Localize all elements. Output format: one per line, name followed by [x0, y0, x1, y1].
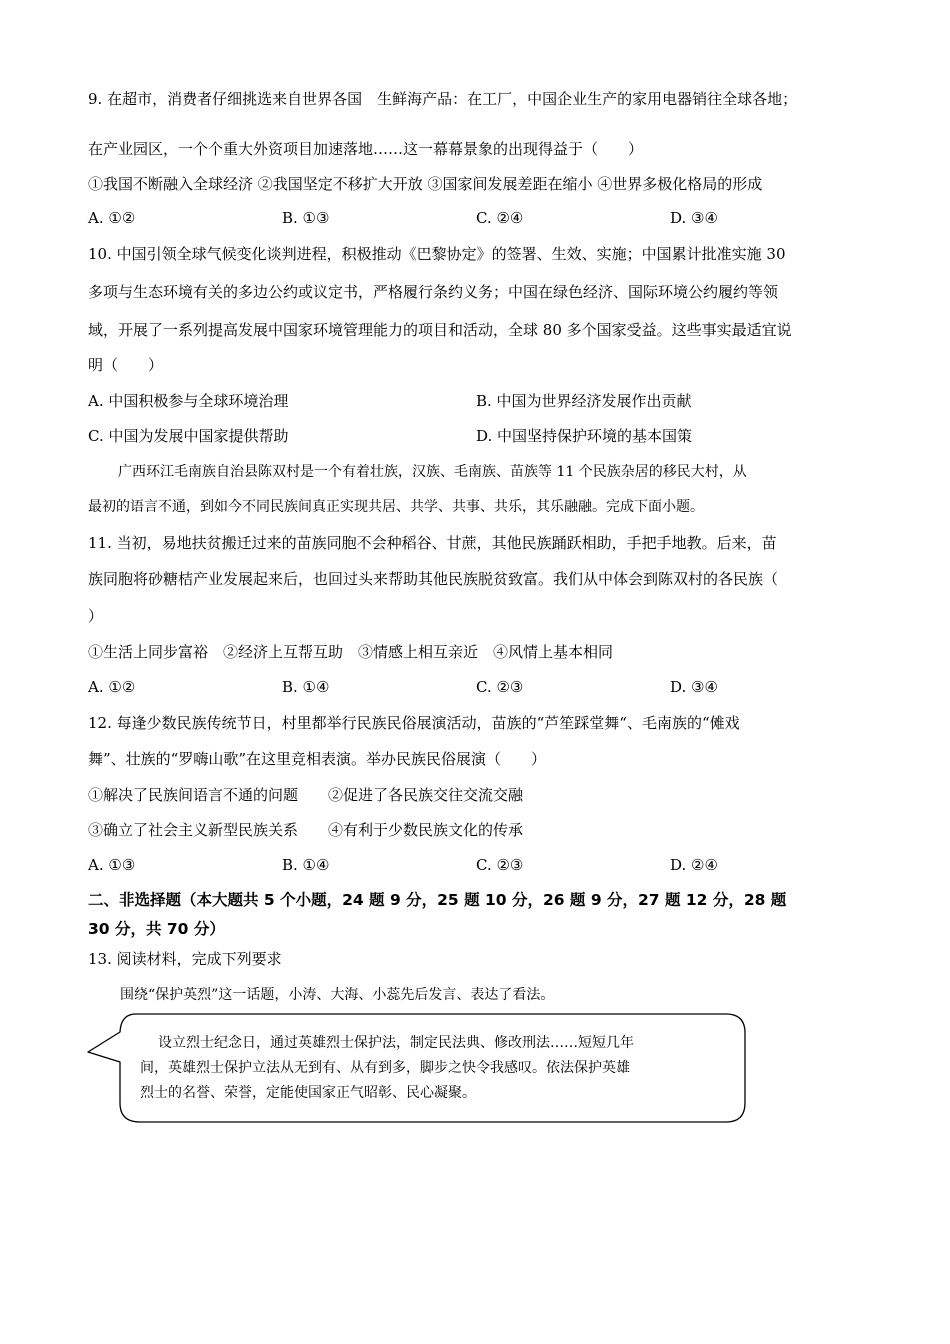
- bubble-text-line-1: 设立烈士纪念日，通过英雄烈士保护法，制定民法典、修改刑法……短短几年: [158, 1035, 634, 1051]
- q11-option-a: A. ①②: [88, 678, 136, 696]
- q12-stem-line-1: 12. 每逢少数民族传统节日，村里都举行民族民俗展演活动，苗族的“芦笙踩堂舞“、毛南族的“傩戏: [88, 714, 740, 732]
- q9-option-d: D. ③④: [670, 209, 718, 227]
- q13-intro: 围绕“保护英烈”这一话题，小涛、大海、小蕊先后发言、表达了看法。: [120, 987, 555, 1003]
- q12-option-c: C. ②③: [476, 856, 524, 874]
- material-intro-line-2: 最初的语言不通，到如今不同民族间真正实现共居、共学、共事、共乐，其乐融融。完成下面小题。: [88, 499, 704, 515]
- q12-statements-2: ③确立了社会主义新型民族关系 ④有利于少数民族文化的传承: [88, 821, 524, 839]
- q12-stem-line-2: 舞”、壮族的“罗嗨山歌”在这里竞相表演。举办民族民俗展演（ ）: [88, 750, 547, 768]
- q10-stem-line-3: 域，开展了一系列提高发展中国家环境管理能力的项目和活动，全球 80 多个国家受益。这些事实最适宜说: [88, 321, 792, 339]
- bubble-text-line-3: 烈士的名誉、荣誉，定能使国家正气昭彰、民心凝聚。: [140, 1085, 476, 1101]
- section-heading-line-2: 30 分，共 70 分）: [88, 920, 225, 938]
- q9-stem-line-2: 在产业园区，一个个重大外资项目加速落地……这一幕幕景象的出现得益于（ ）: [88, 140, 644, 158]
- q12-option-b: B. ①④: [282, 856, 330, 874]
- q10-stem-line-1: 10. 中国引领全球气候变化谈判进程，积极推动《巴黎协定》的签署、生效、实施；中国累计批准实施 30: [88, 245, 786, 263]
- q9-option-c: C. ②④: [476, 209, 524, 227]
- q9-option-b: B. ①③: [282, 209, 330, 227]
- q12-option-d: D. ②④: [670, 856, 718, 874]
- q11-stem-line-3: ）: [88, 607, 104, 625]
- q12-statements-1: ①解决了民族间语言不通的问题 ②促进了各民族交往交流交融: [88, 786, 524, 804]
- q11-option-d: D. ③④: [670, 678, 718, 696]
- material-intro-line-1: 广西环江毛南族自治县陈双村是一个有着壮族，汉族、毛南族、苗族等 11 个民族杂居的移民大村，从: [118, 464, 747, 480]
- q9-option-a: A. ①②: [88, 209, 136, 227]
- q10-option-b: B. 中国为世界经济发展作出贡献: [476, 392, 692, 410]
- bubble-text-line-2: 间，英雄烈士保护立法从无到有、从有到多，脚步之快令我感叹。依法保护英雄: [140, 1060, 630, 1076]
- q10-option-a: A. 中国积极参与全球环境治理: [88, 392, 289, 410]
- q10-stem-line-4: 明（ ）: [88, 356, 164, 374]
- q12-option-a: A. ①③: [88, 856, 136, 874]
- q10-option-d: D. 中国坚持保护环境的基本国策: [476, 427, 693, 445]
- q13-title: 13. 阅读材料，完成下列要求: [88, 950, 282, 968]
- section-heading-line-1: 二、非选择题（本大题共 5 个小题，24 题 9 分，25 题 10 分，26 题 9 分，27 题 12 分，28 题: [88, 891, 787, 909]
- q11-option-b: B. ①④: [282, 678, 330, 696]
- q10-stem-line-2: 多项与生态环境有关的多边公约或议定书，严格履行条约义务；中国在绿色经济、国际环境公约履约等领: [88, 283, 779, 301]
- q11-stem-line-2: 族同胞将砂糖桔产业发展起来后，也回过头来帮助其他民族脱贫致富。我们从中体会到陈双村的各民族（: [88, 570, 779, 588]
- q11-statements: ①生活上同步富裕 ②经济上互帮互助 ③情感上相互亲近 ④风情上基本相同: [88, 643, 614, 661]
- q11-stem-line-1: 11. 当初，易地扶贫搬迁过来的苗族同胞不会种稻谷、甘蔗，其他民族踊跃相助，手把手地教。后来，苗: [88, 534, 777, 552]
- q11-option-c: C. ②③: [476, 678, 524, 696]
- q10-option-c: C. 中国为发展中国家提供帮助: [88, 427, 289, 445]
- q9-statements: ①我国不断融入全球经济 ②我国坚定不移扩大开放 ③国家间发展差距在缩小 ④世界多极化格局的形成: [88, 175, 763, 193]
- q9-stem-line-1: 9. 在超市，消费者仔细挑选来自世界各国 生鲜海产品：在工厂，中国企业生产的家用电器销往全球各地；: [88, 90, 798, 108]
